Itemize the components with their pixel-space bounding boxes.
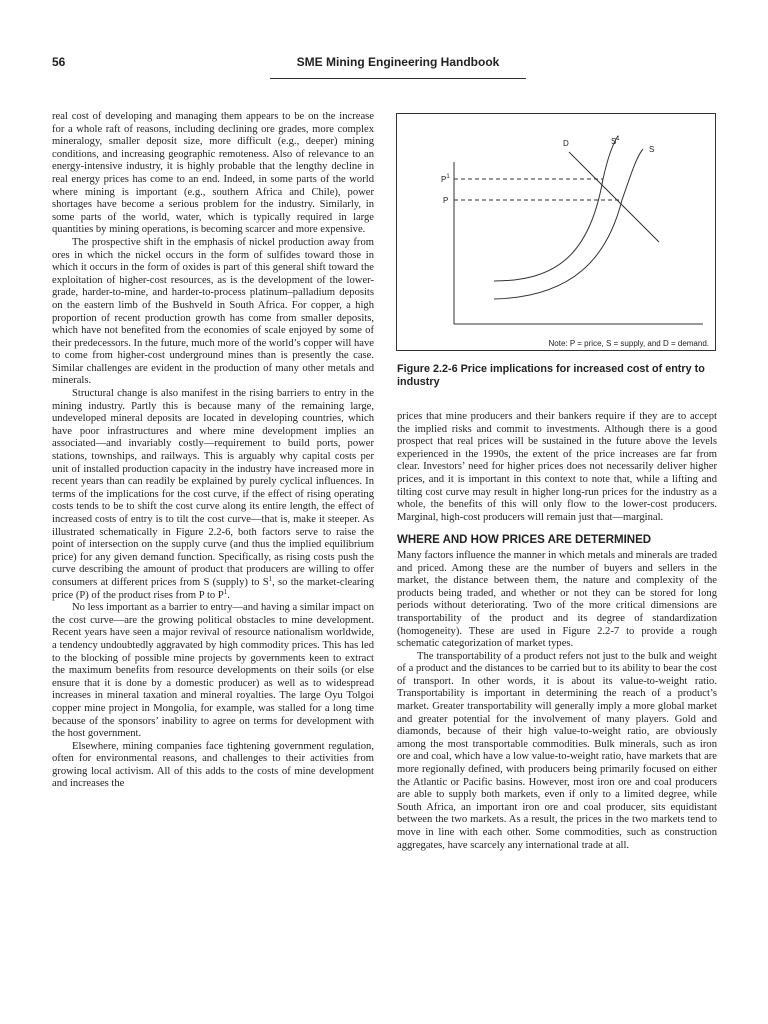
label-p1 [441, 174, 450, 184]
supply-demand-diagram [397, 114, 717, 352]
running-head: SME Mining Engineering Handbook [296, 55, 500, 69]
figure-note: Note: P = price, S = supply, and D = demand. [548, 339, 709, 348]
label-s1-letter: S [611, 137, 617, 146]
body-text: , so the market-clearing price (P) of the product rises from P to P [52, 576, 375, 601]
figure-2-2-6 [396, 113, 716, 351]
body-paragraph: The prospective shift in the emphasis of nickel production away from ores in which the nickel occurs in the form of sulfides toward those in which it occurs in the form of oxides is part of this general shift toward the exploitation of higher-cost resources, as is the development of the lower-grade, harder-to-mine, and harder-to-process platinum–palladium deposits on the eastern limb of the Bushveld in South Africa. For copper, a high proportion of recent production growth has come from smaller deposits, which have not benefited from the economies of scale enjoyed by some of their predecessors. In the future, much more of the world’s copper will have to come from higher-cost underground mines than is presently the case. Similar challenges are evident in the production of many other metals and minerals. [52, 236, 374, 387]
body-paragraph [52, 388, 374, 602]
superscript: 1 [268, 574, 273, 583]
body-paragraph: Many factors influence the manner in which metals and minerals are traded and priced. Among these are the number of buyers and sellers in the market, the distance between them, the nature and complexity of the products being traded, and whether or not they can be stored for long periods without deteriorating. Two of the more critical dimensions are transportability of the product and its degree of standardization (homogeneity). These are used in Figure 2.2-7 to provide a rough schematic categorization of market types. [397, 549, 717, 650]
body-paragraph: Elsewhere, mining companies face tightening government regulation, often for environmental reasons, and challenges to their activities from growing local activism. All of this adds to the costs of mine development and increases the [52, 740, 374, 790]
page-number: 56 [52, 55, 66, 69]
right-column [397, 411, 717, 852]
body-text: . [227, 589, 230, 601]
header-rule [270, 78, 526, 79]
label-p: P [443, 196, 449, 205]
body-paragraph: No less important as a barrier to entry—and having a similar impact on the cost curve—are the growing political obstacles to mine development. Recent years have seen a major revival of resource nationalism worldwide, a tendency undoubtedly aggravated by high commodity prices. This has led to the blocking of possible mine projects by governments keen to extract the maximum benefits from resource developments on their soils (or else ensure that it is done by a domestic producer) as well as to widespread increases in mineral taxation and mineral royalties. The large Oyu Tolgoi copper mine project in Mongolia, for example, was stalled for a long time because of the sponsors’ inability to agree on terms for development with the host government. [52, 602, 374, 740]
supply-curve-s1 [494, 136, 618, 281]
label-p1-letter: P [441, 175, 447, 184]
section-heading: WHERE AND HOW PRICES ARE DETERMINED [397, 534, 652, 547]
supply-curve-s [494, 149, 643, 299]
label-d: D [563, 139, 569, 148]
body-paragraph: The transportability of a product refers not just to the bulk and weight of a product and the distances to be carried but to its ability to bear the cost of transport. In other words, it is about its value-to-weight ratio. Transportability is important in determining the reach of a product’s market. Greater transportability will generally imply a more global market and greater potential for the involvement of many players. Gold and diamonds, because of their high value-to-weight ratio, are obviously among the most transportable commodities. Bulk minerals, such as iron ore and coal, which have a low value-to-weight ratio, have markets that are more regionally defined, with producers being primarily focused on either the Atlantic or Pacific basins. However, most iron ore and coal producers are able to supply both markets, even if only to a limited degree, while South Africa, an important iron ore and coal producer, sits equidistant between the two markets. As a result, the prices in the two markets tend to move in line with each other. Some commodities, such as construction aggregates, have scarcely any international trade at all. [397, 650, 717, 851]
superscript: 1 [223, 587, 228, 596]
label-s: S [649, 145, 655, 154]
body-paragraph: real cost of developing and managing them appears to be on the increase for a whole raft of reasons, including declining ore grades, more complex mineralogy, smaller deposit size, more difficult (e.g., deeper) mining conditions, and increasing geographic remoteness. Also of relevance to an energy-intensive industry, it is highly probable that the lengthy decline in real energy prices has come to an end. Indeed, in some parts of the world where mining is important (e.g., southern Africa and Chile), power shortages have become a serious problem for the industry. Similarly, in some parts of the world, water, which is typically required in large quantities by mining operations, is becoming scarcer and more expensive. [52, 111, 374, 236]
body-text: Structural change is also manifest in the rising barriers to entry in the mining industry. Partly this is because many of the remaining large, undeveloped mineral deposits are located in developing countries, which have poor infrastructures and where mine development implies an associated—and invariably costly—requirement to build ports, power stations, townships, and railways. This is arguably why capital costs per unit of installed production capacity in the industry have increased more in recent years than can readily be explained by purely cyclical influences. In terms of the implications for the cost curve, if the effect of rising operating costs tends to be to shift the cost curve along its entire length, the effect of increased costs of entry is to tilt the cost curve—that is, make it steeper. As illustrated schematically in Figure 2.2-6, both factors serve to raise the point of intersection on the supply curve (and thus the implied equilibrium price) for any given demand function. Specifically, as rising costs push the curve describing the amount of product that producers are willing to offer consumers at different prices from S (supply) to S [52, 388, 374, 588]
figure-caption: Figure 2.2-6 Price implications for increased cost of entry to industry [397, 363, 705, 388]
label-s1-sup: 1 [616, 136, 620, 142]
label-s1 [611, 136, 620, 146]
label-p1-sup: 1 [446, 174, 450, 180]
left-column [52, 111, 374, 791]
demand-curve [569, 152, 659, 242]
body-paragraph: prices that mine producers and their bankers require if they are to accept the implied risks and commit to investments. Although there is a good prospect that real prices will be sustained in the future above the levels experienced in the 1990s, the extent of the price increases are far from clear. Investors’ need for higher prices does not necessarily deliver higher prices, and it is important in this context to note that, while a lifting and tilting cost curve may result in higher long-run prices for the industry as a whole, the benefits of this will only flow to the lower-cost producers. Marginal, high-cost producers will remain just that—marginal. [397, 411, 717, 523]
